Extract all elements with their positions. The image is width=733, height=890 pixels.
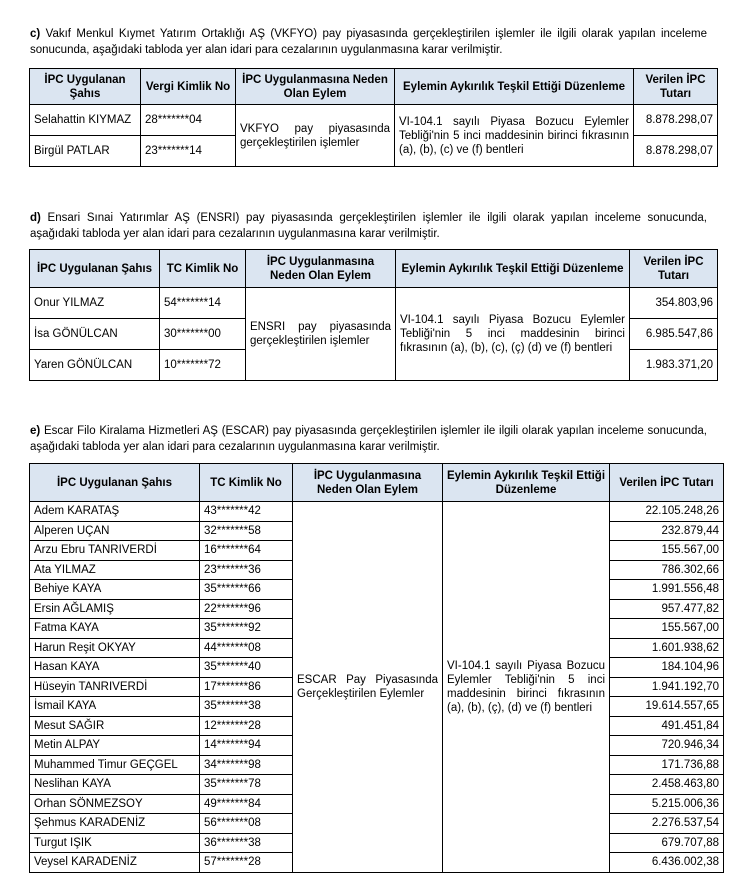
regulation-cell: VI-104.1 sayılı Piyasa Bozucu Eylemler Tebliği'nin 5 inci maddesinin birinci fıkrasının (a), (b), (ç), (d) ve (f) bentleri: [443, 502, 610, 873]
header-action: İPC Uygulanmasına Neden Olan Eylem: [246, 250, 396, 288]
penalty-amount: 8.878.298,07: [634, 105, 718, 136]
person-id: 35*******38: [200, 697, 293, 717]
person-id: 32*******58: [200, 521, 293, 541]
penalty-amount: 155.567,00: [610, 619, 724, 639]
person-id: 44*******08: [200, 638, 293, 658]
person-name: Alperen UÇAN: [30, 521, 200, 541]
person-id: 16*******64: [200, 541, 293, 561]
section-d-paragraph: [30, 210, 707, 242]
section-c-paragraph: [30, 26, 707, 58]
penalty-amount: 6.436.002,38: [610, 853, 724, 873]
penalty-amount: 19.614.557,65: [610, 697, 724, 717]
person-id: 35*******66: [200, 580, 293, 600]
person-id: 57*******28: [200, 853, 293, 873]
person-name: Behiye KAYA: [30, 580, 200, 600]
action-cell: VKFYO pay piyasasında gerçekleştirilen işlemler: [236, 105, 395, 167]
penalty-amount: 491.451,84: [610, 716, 724, 736]
person-name: Yaren GÖNÜLCAN: [30, 350, 160, 381]
person-id: 23*******14: [141, 136, 236, 167]
person-name: Adem KARATAŞ: [30, 502, 200, 522]
penalty-amount: 6.985.547,86: [630, 319, 718, 350]
header-regulation: Eylemin Aykırılık Teşkil Ettiği Düzenleme: [443, 464, 610, 502]
table-row: [30, 288, 718, 319]
penalty-amount: 679.707,88: [610, 833, 724, 853]
section-d-letter: d): [30, 212, 41, 224]
table-escar: [29, 463, 724, 873]
person-id: 56*******08: [200, 814, 293, 834]
person-name: Veysel KARADENİZ: [30, 853, 200, 873]
header-amount: Verilen İPC Tutarı: [630, 250, 718, 288]
person-id: 49*******84: [200, 794, 293, 814]
person-name: Arzu Ebru TANRIVERDİ: [30, 541, 200, 561]
person-id: 35*******40: [200, 658, 293, 678]
penalty-amount: 1.601.938,62: [610, 638, 724, 658]
penalty-amount: 786.302,66: [610, 560, 724, 580]
table-ensri: [29, 249, 718, 381]
regulation-cell: VI-104.1 sayılı Piyasa Bozucu Eylemler Tebliği'nin 5 inci maddesinin birinci fıkrasının (a), (b), (c), (ç) (d) ve (f) bentleri: [396, 288, 630, 381]
action-cell: ENSRI pay piyasasında gerçekleştirilen işlemler: [246, 288, 396, 381]
person-name: Hüseyin TANRIVERDİ: [30, 677, 200, 697]
person-name: Birgül PATLAR: [30, 136, 141, 167]
table-row: [30, 502, 724, 522]
header-person: İPC Uygulanan Şahıs: [30, 69, 141, 105]
penalty-amount: 957.477,82: [610, 599, 724, 619]
header-person: İPC Uygulanan Şahıs: [30, 250, 160, 288]
header-id: TC Kimlik No: [200, 464, 293, 502]
penalty-amount: 5.215.006,36: [610, 794, 724, 814]
person-name: Muhammed Timur GEÇGEL: [30, 755, 200, 775]
header-id: TC Kimlik No: [160, 250, 246, 288]
penalty-amount: 1.983.371,20: [630, 350, 718, 381]
header-action: İPC Uygulanmasına Neden Olan Eylem: [236, 69, 395, 105]
person-id: 34*******98: [200, 755, 293, 775]
table-row: [30, 105, 718, 136]
person-id: 43*******42: [200, 502, 293, 522]
action-cell: ESCAR Pay Piyasasında Gerçekleştirilen Eylemler: [293, 502, 443, 873]
table-vkfyo: [29, 68, 718, 167]
person-name: Turgut IŞIK: [30, 833, 200, 853]
person-id: 35*******78: [200, 775, 293, 795]
penalty-amount: 2.276.537,54: [610, 814, 724, 834]
penalty-amount: 720.946,34: [610, 736, 724, 756]
person-id: 30*******00: [160, 319, 246, 350]
person-name: İsa GÖNÜLCAN: [30, 319, 160, 350]
person-name: Orhan SÖNMEZSOY: [30, 794, 200, 814]
header-amount: Verilen İPC Tutarı: [634, 69, 718, 105]
penalty-amount: 354.803,96: [630, 288, 718, 319]
person-name: İsmail KAYA: [30, 697, 200, 717]
penalty-amount: 2.458.463,80: [610, 775, 724, 795]
penalty-amount: 1.941.192,70: [610, 677, 724, 697]
section-c-text: Vakıf Menkul Kıymet Yatırım Ortaklığı AŞ (VKFYO) pay piyasasında gerçekleştirilen işlemler ile ilgili olarak yapılan inceleme sonucunda, aşağıdaki tabloda yer alan idari para cezalarının uygulanmasına karar verilmiştir.: [30, 28, 707, 56]
person-id: 22*******96: [200, 599, 293, 619]
person-id: 14*******94: [200, 736, 293, 756]
person-id: 35*******92: [200, 619, 293, 639]
person-name: Metin ALPAY: [30, 736, 200, 756]
regulation-cell: VI-104.1 sayılı Piyasa Bozucu Eylemler Tebliği'nin 5 inci maddesinin birinci fıkrasının (a), (b), (c) ve (f) bentleri: [395, 105, 634, 167]
person-id: 28*******04: [141, 105, 236, 136]
person-name: Mesut SAĞIR: [30, 716, 200, 736]
penalty-amount: 171.736,88: [610, 755, 724, 775]
section-d-text: Ensari Sınai Yatırımlar AŞ (ENSRI) pay piyasasında gerçekleştirilen işlemler ile ilgili olarak yapılan inceleme sonucunda, aşağıdaki tabloda yer alan idari para cezalarının uygulanmasına karar verilmiştir.: [30, 212, 707, 240]
person-id: 54*******14: [160, 288, 246, 319]
person-id: 36*******38: [200, 833, 293, 853]
person-name: Ersin AĞLAMIŞ: [30, 599, 200, 619]
person-id: 17*******86: [200, 677, 293, 697]
person-name: Hasan KAYA: [30, 658, 200, 678]
penalty-amount: 1.991.556,48: [610, 580, 724, 600]
person-name: Selahattin KIYMAZ: [30, 105, 141, 136]
header-person: İPC Uygulanan Şahıs: [30, 464, 200, 502]
section-c-letter: c): [30, 28, 41, 40]
header-amount: Verilen İPC Tutarı: [610, 464, 724, 502]
person-name: Fatma KAYA: [30, 619, 200, 639]
penalty-amount: 232.879,44: [610, 521, 724, 541]
person-id: 10*******72: [160, 350, 246, 381]
penalty-amount: 8.878.298,07: [634, 136, 718, 167]
person-name: Harun Reşit OKYAY: [30, 638, 200, 658]
person-name: Neslihan KAYA: [30, 775, 200, 795]
header-regulation: Eylemin Aykırılık Teşkil Ettiği Düzenleme: [395, 69, 634, 105]
header-id: Vergi Kimlik No: [141, 69, 236, 105]
section-e-text: Escar Filo Kiralama Hizmetleri AŞ (ESCAR) pay piyasasında gerçekleştirilen işlemler ile ilgili olarak yapılan inceleme sonucunda, aşağıdaki tabloda yer alan idari para cezalarının uygulanmasına karar verilmiştir.: [30, 425, 707, 453]
person-name: Ata YILMAZ: [30, 560, 200, 580]
penalty-amount: 184.104,96: [610, 658, 724, 678]
person-name: Şehmus KARADENİZ: [30, 814, 200, 834]
person-id: 23*******36: [200, 560, 293, 580]
header-regulation: Eylemin Aykırılık Teşkil Ettiği Düzenleme: [396, 250, 630, 288]
penalty-amount: 22.105.248,26: [610, 502, 724, 522]
penalty-amount: 155.567,00: [610, 541, 724, 561]
person-name: Onur YILMAZ: [30, 288, 160, 319]
header-action: İPC Uygulanmasına Neden Olan Eylem: [293, 464, 443, 502]
section-e-paragraph: [30, 423, 707, 455]
section-e-letter: e): [30, 425, 41, 437]
person-id: 12*******28: [200, 716, 293, 736]
